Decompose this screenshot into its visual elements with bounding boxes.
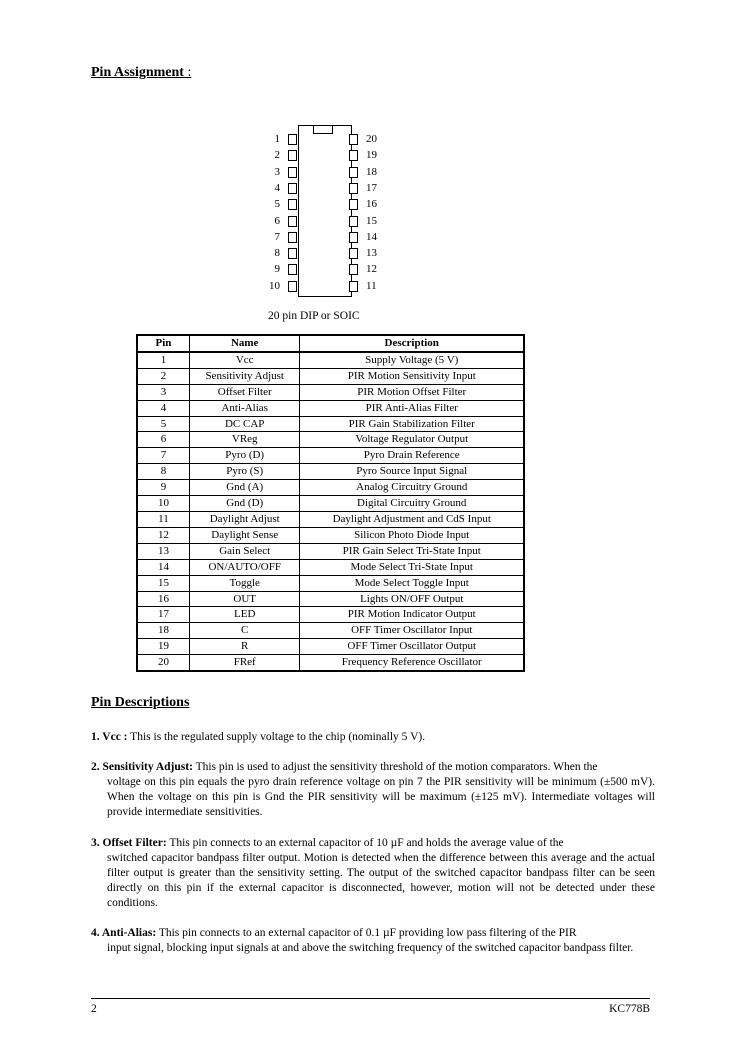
ic-body — [298, 125, 352, 297]
description-continuation: voltage on this pin equals the pyro drain reference voltage on pin 7 the PIR sensitivity will be minimum (±500 mV). When the voltage on this pin is Gnd the PIR sensitivity will be maximum (±125 mV). Intermediate voltages will provide intermediate sensitivities. — [107, 776, 655, 818]
cell-description: Analog Circuitry Ground — [300, 480, 524, 496]
description-sensitivity-adjust — [91, 760, 655, 820]
cell-description: Pyro Source Input Signal — [300, 464, 524, 480]
table-row — [137, 607, 524, 623]
cell-description: Digital Circuitry Ground — [300, 496, 524, 512]
cell-name: Sensitivity Adjust — [189, 368, 300, 384]
ic-pin-left — [288, 167, 297, 178]
document-id: KC778B — [609, 1003, 650, 1015]
ic-pin-right — [349, 199, 358, 210]
cell-pin: 4 — [137, 400, 189, 416]
table-row — [137, 480, 524, 496]
cell-pin: 19 — [137, 639, 189, 655]
heading-colon: : — [187, 65, 192, 80]
ic-pin-right — [349, 248, 358, 259]
cell-description: Lights ON/OFF Output — [300, 591, 524, 607]
header-pin: Pin — [137, 335, 189, 352]
ic-pin-number: 10 — [269, 279, 280, 292]
cell-description: PIR Motion Indicator Output — [300, 607, 524, 623]
ic-pin-number: 19 — [366, 149, 377, 162]
cell-pin: 7 — [137, 448, 189, 464]
cell-pin: 3 — [137, 384, 189, 400]
cell-pin: 5 — [137, 416, 189, 432]
ic-pin-number: 1 — [274, 133, 280, 145]
table-row — [137, 575, 524, 591]
cell-description: Mode Select Tri-State Input — [300, 559, 524, 575]
cell-description: Mode Select Toggle Input — [300, 575, 524, 591]
cell-description: PIR Anti-Alias Filter — [300, 400, 524, 416]
cell-name: VReg — [189, 432, 300, 448]
ic-pin-number: 2 — [274, 149, 280, 162]
table-row — [137, 639, 524, 655]
description-text: This is the regulated supply voltage to the chip (nominally 5 V). — [127, 731, 426, 743]
cell-name: Vcc — [189, 352, 300, 368]
ic-pin-right — [349, 281, 358, 292]
description-text: This pin connects to an external capacitor of 0.1 µF providing low pass filtering of the PIR — [156, 927, 577, 939]
table-row — [137, 496, 524, 512]
ic-pin-number: 18 — [366, 165, 377, 178]
table-row — [137, 623, 524, 639]
cell-pin: 17 — [137, 607, 189, 623]
cell-description: OFF Timer Oscillator Input — [300, 623, 524, 639]
description-label: 3. Offset Filter: — [91, 837, 167, 849]
cell-description: PIR Gain Select Tri-State Input — [300, 543, 524, 559]
cell-name: LED — [189, 607, 300, 623]
ic-pin-number: 4 — [274, 181, 280, 194]
cell-pin: 2 — [137, 368, 189, 384]
ic-pin-number: 12 — [366, 263, 377, 276]
cell-pin: 8 — [137, 464, 189, 480]
table-row — [137, 432, 524, 448]
ic-pin-right — [349, 167, 358, 178]
cell-description: Daylight Adjustment and CdS Input — [300, 511, 524, 527]
ic-pin-number: 14 — [366, 230, 377, 243]
cell-description: Silicon Photo Diode Input — [300, 527, 524, 543]
page-number: 2 — [91, 1003, 97, 1015]
ic-package-diagram — [260, 125, 390, 297]
cell-name: FRef — [189, 655, 300, 671]
ic-pin-left — [288, 150, 297, 161]
cell-description: Pyro Drain Reference — [300, 448, 524, 464]
cell-name: Toggle — [189, 575, 300, 591]
cell-description: Supply Voltage (5 V) — [300, 352, 524, 368]
cell-name: C — [189, 623, 300, 639]
ic-pin-left — [288, 134, 297, 145]
cell-pin: 12 — [137, 527, 189, 543]
cell-name: R — [189, 639, 300, 655]
section-heading-pin-assignment — [91, 65, 191, 81]
description-continuation: input signal, blocking input signals at and above the switching frequency of the switched capacitor bandpass filter. — [107, 942, 634, 954]
section-heading-pin-descriptions: Pin Descriptions — [91, 695, 190, 710]
cell-pin: 15 — [137, 575, 189, 591]
cell-description: PIR Gain Stabilization Filter — [300, 416, 524, 432]
ic-pin-number: 6 — [274, 214, 280, 227]
ic-pin-right — [349, 150, 358, 161]
cell-name: Gnd (D) — [189, 496, 300, 512]
header-description: Description — [300, 335, 524, 352]
cell-description: PIR Motion Offset Filter — [300, 384, 524, 400]
ic-pin-number: 16 — [366, 198, 377, 211]
ic-pin-number: 15 — [366, 214, 377, 227]
pin-assignment-title: Pin Assignment — [91, 65, 184, 80]
cell-pin: 10 — [137, 496, 189, 512]
table-row — [137, 368, 524, 384]
description-vcc — [91, 730, 655, 745]
table-row — [137, 400, 524, 416]
table-row — [137, 543, 524, 559]
ic-pin-left — [288, 199, 297, 210]
cell-pin: 11 — [137, 511, 189, 527]
table-row — [137, 655, 524, 671]
table-header-row — [137, 335, 524, 352]
ic-pin-number: 8 — [274, 247, 280, 260]
cell-pin: 6 — [137, 432, 189, 448]
ic-pin-left — [288, 216, 297, 227]
description-offset-filter — [91, 836, 655, 911]
ic-pin-right — [349, 216, 358, 227]
description-text: This pin is used to adjust the sensitivity threshold of the motion comparators. When the — [192, 761, 598, 773]
table-row — [137, 464, 524, 480]
table-row — [137, 384, 524, 400]
description-label: 1. Vcc : — [91, 731, 128, 743]
ic-caption: 20 pin DIP or SOIC — [268, 310, 360, 322]
ic-pin-left — [288, 248, 297, 259]
cell-pin: 9 — [137, 480, 189, 496]
table-row — [137, 416, 524, 432]
cell-name: Gnd (A) — [189, 480, 300, 496]
cell-name: Anti-Alias — [189, 400, 300, 416]
cell-pin: 18 — [137, 623, 189, 639]
ic-pin-number: 17 — [366, 181, 377, 194]
cell-description: PIR Motion Sensitivity Input — [300, 368, 524, 384]
cell-name: Pyro (S) — [189, 464, 300, 480]
ic-pin-left — [288, 232, 297, 243]
ic-pin-right — [349, 134, 358, 145]
table-row — [137, 527, 524, 543]
ic-notch — [313, 125, 333, 134]
ic-pin-number: 11 — [366, 279, 377, 292]
pin-table-body — [137, 352, 524, 671]
description-text: This pin connects to an external capacitor of 10 µF and holds the average value of the — [166, 837, 564, 849]
ic-pin-number: 13 — [366, 247, 377, 260]
table-row — [137, 448, 524, 464]
ic-pin-left — [288, 183, 297, 194]
cell-pin: 13 — [137, 543, 189, 559]
cell-description: OFF Timer Oscillator Output — [300, 639, 524, 655]
table-row — [137, 559, 524, 575]
table-row — [137, 352, 524, 368]
pin-table — [136, 334, 525, 672]
cell-name: ON/AUTO/OFF — [189, 559, 300, 575]
header-name: Name — [189, 335, 300, 352]
cell-name: Pyro (D) — [189, 448, 300, 464]
cell-pin: 14 — [137, 559, 189, 575]
cell-pin: 16 — [137, 591, 189, 607]
cell-name: Daylight Adjust — [189, 511, 300, 527]
description-label: 4. Anti-Alias: — [91, 927, 157, 939]
description-continuation: switched capacitor bandpass filter output. Motion is detected when the difference between this average and the actual filter output is greater than the sensitivity setting. The output of the switched capacitor bandpass filter can be seen directly on this pin if the external capacitor is disconnected, however, motion will not be detected under these conditions. — [107, 852, 655, 909]
ic-pin-right — [349, 183, 358, 194]
cell-pin: 1 — [137, 352, 189, 368]
cell-description: Frequency Reference Oscillator — [300, 655, 524, 671]
ic-pin-right — [349, 264, 358, 275]
table-row — [137, 511, 524, 527]
cell-name: Offset Filter — [189, 384, 300, 400]
cell-name: Daylight Sense — [189, 527, 300, 543]
ic-pin-left — [288, 281, 297, 292]
cell-name: DC CAP — [189, 416, 300, 432]
table-row — [137, 591, 524, 607]
cell-name: Gain Select — [189, 543, 300, 559]
ic-pin-number: 9 — [274, 263, 280, 276]
description-anti-alias — [91, 926, 655, 956]
ic-pin-number: 20 — [366, 133, 377, 145]
ic-pin-number: 3 — [274, 165, 280, 178]
cell-pin: 20 — [137, 655, 189, 671]
ic-pin-right — [349, 232, 358, 243]
footer-divider — [91, 998, 650, 999]
ic-pin-number: 5 — [274, 198, 280, 211]
ic-pin-number: 7 — [274, 230, 280, 243]
ic-pin-left — [288, 264, 297, 275]
description-label: 2. Sensitivity Adjust: — [91, 761, 193, 773]
cell-description: Voltage Regulator Output — [300, 432, 524, 448]
cell-name: OUT — [189, 591, 300, 607]
